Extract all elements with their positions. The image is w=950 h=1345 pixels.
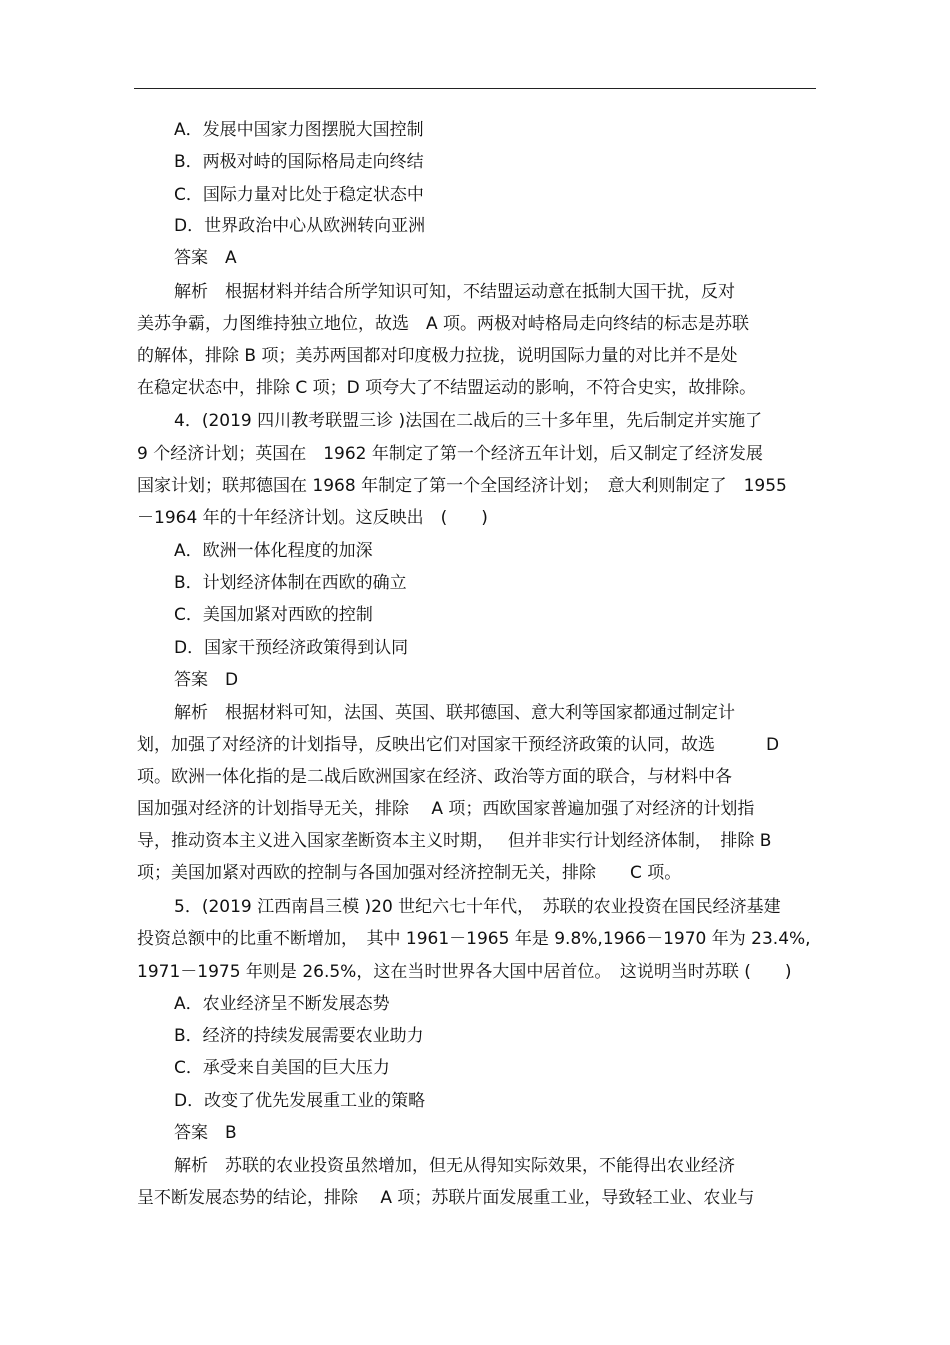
q4-analysis-line: 解析 根据材料可知，法国、英国、联邦德国、意大利等国家都通过制定计 bbox=[174, 703, 735, 723]
q5-stem-line: 投资总额中的比重不断增加， 其中 1961－1965 年是 9.8%,1966－1970 年为 23.4%, bbox=[137, 929, 811, 949]
q3-analysis-line: 的解体，排除 B 项；美苏两国都对印度极力拉拢，说明国际力量的对比并不是处 bbox=[137, 346, 738, 366]
q5-option-b: B．经济的持续发展需要农业助力 bbox=[174, 1026, 424, 1046]
q4-analysis-line: 项；美国加紧对西欧的控制与各国加强对经济控制无关，排除 C 项。 bbox=[137, 863, 682, 883]
q5-analysis-line: 解析 苏联的农业投资虽然增加，但无从得知实际效果，不能得出农业经济 bbox=[174, 1156, 735, 1176]
q4-option-a: A．欧洲一体化程度的加深 bbox=[174, 541, 373, 561]
q5-option-d: D．改变了优先发展重工业的策略 bbox=[174, 1091, 426, 1111]
q5-stem-line: 1971－1975 年则是 26.5%，这在当时世界各大国中居首位。 这说明当时苏联 ( ) bbox=[137, 962, 792, 982]
q4-stem-line: 4．(2019 四川教考联盟三诊 )法国在二战后的三十多年里，先后制定并实施了 bbox=[174, 411, 763, 431]
q3-option-c: C．国际力量对比处于稳定状态中 bbox=[174, 185, 424, 205]
q3-analysis-line: 解析 根据材料并结合所学知识可知，不结盟运动意在抵制大国干扰，反对 bbox=[174, 282, 735, 302]
q4-stem-line: 9 个经济计划；英国在 1962 年制定了第一个经济五年计划，后又制定了经济发展 bbox=[137, 444, 763, 464]
q3-answer: 答案 A bbox=[174, 248, 237, 268]
q4-analysis-line: 导，推动资本主义进入国家垄断资本主义时期， 但并非实行计划经济体制， 排除 B bbox=[137, 831, 772, 851]
q4-analysis-line: 国加强对经济的计划指导无关，排除 A 项；西欧国家普遍加强了对经济的计划指 bbox=[137, 799, 755, 819]
q4-stem-line: 国家计划；联邦德国在 1968 年制定了第一个全国经济计划； 意大利则制定了 1955 bbox=[137, 476, 787, 496]
q5-answer: 答案 B bbox=[174, 1123, 237, 1143]
q5-analysis-line: 呈不断发展态势的结论，排除 A 项；苏联片面发展重工业，导致轻工业、农业与 bbox=[137, 1188, 755, 1208]
q5-option-a: A．农业经济呈不断发展态势 bbox=[174, 994, 390, 1014]
q5-option-c: C．承受来自美国的巨大压力 bbox=[174, 1058, 390, 1078]
q4-option-d: D．国家干预经济政策得到认同 bbox=[174, 638, 409, 658]
q4-answer: 答案 D bbox=[174, 670, 239, 690]
q4-analysis-line: 项。欧洲一体化指的是二战后欧洲国家在经济、政治等方面的联合，与材料中各 bbox=[137, 767, 732, 787]
q3-option-d: D．世界政治中心从欧洲转向亚洲 bbox=[174, 216, 426, 236]
q3-analysis-line: 在稳定状态中，排除 C 项；D 项夸大了不结盟运动的影响，不符合史实，故排除。 bbox=[137, 378, 757, 398]
q3-option-a: A．发展中国家力图摆脱大国控制 bbox=[174, 120, 424, 140]
header-rule bbox=[134, 88, 816, 89]
q3-option-b: B．两极对峙的国际格局走向终结 bbox=[174, 152, 424, 172]
q4-stem-line: －1964 年的十年经济计划。这反映出 ( ) bbox=[137, 508, 488, 528]
q3-analysis-line: 美苏争霸，力图维持独立地位，故选 A 项。两极对峙格局走向终结的标志是苏联 bbox=[137, 314, 750, 334]
q4-option-c: C．美国加紧对西欧的控制 bbox=[174, 605, 373, 625]
q4-analysis-line: 划，加强了对经济的计划指导，反映出它们对国家干预经济政策的认同，故选 D bbox=[137, 735, 780, 755]
q5-stem-line: 5．(2019 江西南昌三模 )20 世纪六七十年代， 苏联的农业投资在国民经济基建 bbox=[174, 897, 781, 917]
q4-option-b: B．计划经济体制在西欧的确立 bbox=[174, 573, 407, 593]
